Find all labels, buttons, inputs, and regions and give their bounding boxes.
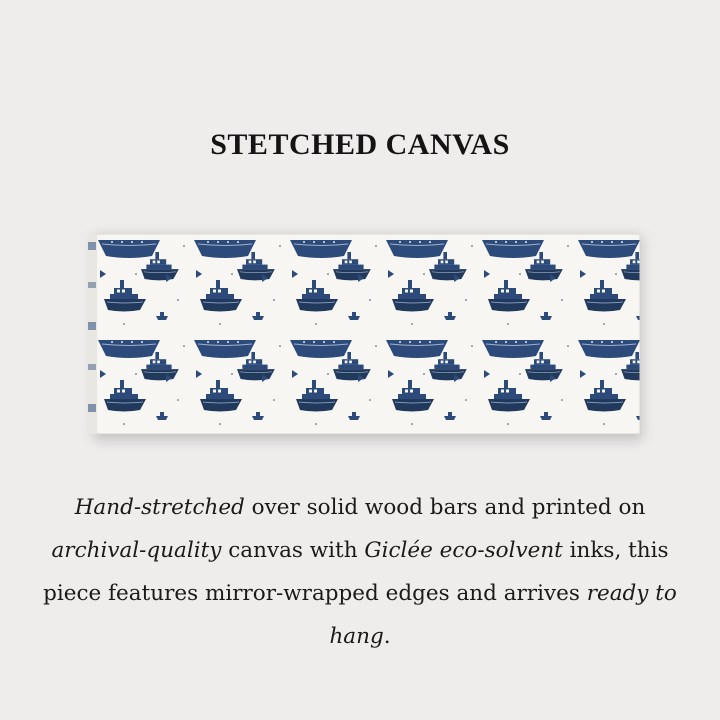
description-emphasis-hand-stretched: Hand-stretched (74, 495, 245, 520)
product-description (40, 486, 680, 658)
description-text-3: inks, this piece features mirror-wrapped edges and arrives (43, 538, 669, 606)
canvas-product-image (88, 228, 644, 438)
description-emphasis-archival-quality: archival-quality (51, 538, 222, 563)
description-text-1: over solid wood bars and printed on (244, 495, 646, 520)
page-title: STETCHED CANVAS (210, 128, 510, 161)
description-emphasis-ready-to-hang: ready to hang (329, 581, 677, 649)
description-text-4: . (383, 624, 391, 649)
description-emphasis-giclee: Giclée eco-solvent (364, 538, 563, 563)
canvas-artwork (96, 234, 640, 434)
description-text-2: canvas with (221, 538, 365, 563)
